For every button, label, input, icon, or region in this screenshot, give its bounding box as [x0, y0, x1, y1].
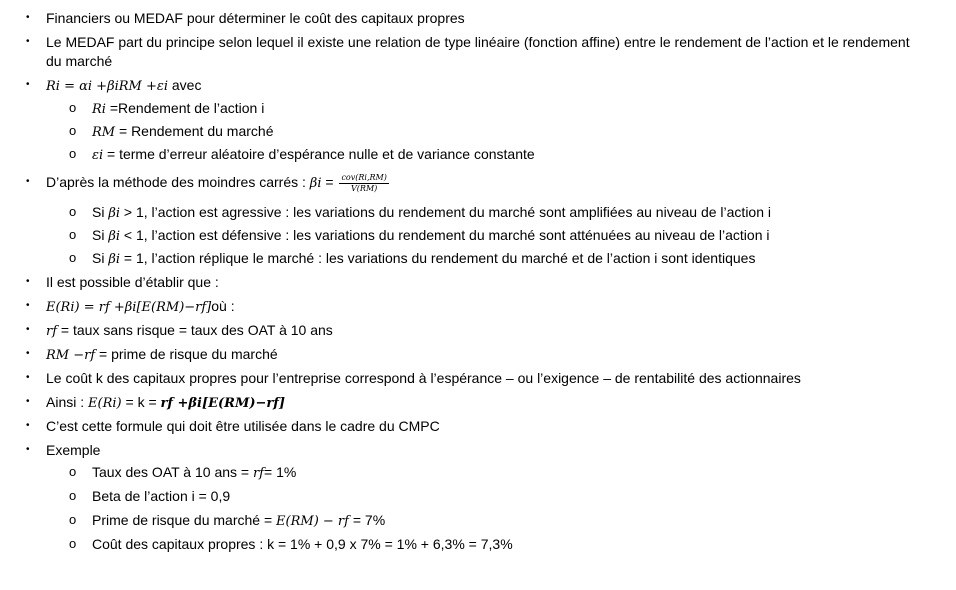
bullet: •	[26, 36, 30, 47]
list-item-text: εi = terme d’erreur aléatoire d’espérance nulle et de variance constante	[92, 146, 535, 163]
list-item-text: Taux des OAT à 10 ans = rf= 1%	[92, 464, 297, 481]
sub-bullet: o	[69, 536, 77, 551]
sub-bullet: o	[69, 123, 77, 138]
bullet: •	[26, 420, 30, 431]
list-item-text: Exemple	[46, 442, 101, 458]
math-formula: βi	[108, 252, 121, 267]
list-item-text: RM = Rendement du marché	[92, 123, 274, 140]
sub-bullet: o	[69, 464, 77, 479]
sub-bullet: o	[69, 512, 77, 527]
bullet: •	[26, 276, 30, 287]
bullet: •	[26, 79, 30, 90]
fraction-denominator: V(RM)	[351, 183, 378, 193]
fraction-numerator: cov(Ri,RM)	[341, 172, 387, 182]
bullet: •	[26, 348, 30, 359]
bullet: •	[26, 396, 30, 407]
list-item-text: rf = taux sans risque = taux des OAT à 10 ans	[46, 322, 333, 339]
fraction	[339, 173, 388, 194]
list-item-text: Si βi = 1, l’action réplique le marché : les variations du rendement du marché et de l’action i sont identiques	[92, 250, 756, 267]
bullet: •	[26, 300, 30, 311]
bullet: •	[26, 176, 30, 187]
bullet: •	[26, 372, 30, 383]
list-item-text: Ri =Rendement de l’action i	[92, 100, 265, 117]
math-formula: E(RM) − rf	[276, 514, 349, 529]
list-item-text: Le coût k des capitaux propres pour l’entreprise correspond à l’espérance – ou l’exigence – de rentabilité des actionnaires	[46, 370, 801, 386]
list-item-text: C’est cette formule qui doit être utilisée dans le cadre du CMPC	[46, 418, 440, 434]
bullet: •	[26, 324, 30, 335]
math-formula: E(Ri) = rf +βi[E(RM)−rf]	[46, 300, 212, 315]
math-formula: βi	[309, 176, 322, 191]
math-formula: E(Ri)	[88, 396, 122, 411]
list-item-text: Si βi < 1, l’action est défensive : les variations du rendement du marché sont atténuées au niveau de l’action i	[92, 227, 770, 244]
list-item-text: RM −rf = prime de risque du marché	[46, 346, 278, 363]
math-formula: rf	[46, 324, 58, 339]
list-item-text: D’après la méthode des moindres carrés : βi = $\frac{\text{cov(Ri,RM)}}{V(RM)}$	[46, 172, 387, 193]
list-item-text: E(Ri) = rf +βi[E(RM)−rf]où :	[46, 298, 235, 315]
sub-bullet: o	[69, 146, 77, 161]
list-item-text: Prime de risque du marché = E(RM) − rf = 7%	[92, 512, 386, 529]
list-item-text: Ainsi : E(Ri) = k = rf +βi[E(RM)−rf]	[46, 394, 286, 411]
list-item-text: Coût des capitaux propres : k = 1% + 0,9 x 7% = 1% + 6,3% = 7,3%	[92, 536, 513, 552]
math-formula: βi	[108, 206, 121, 221]
list-item-text: Ri = αi +βiRM +εi avec	[46, 77, 202, 94]
list-item-text: Il est possible d’établir que :	[46, 274, 219, 290]
math-formula: rf	[252, 466, 264, 481]
math-formula: Ri	[92, 102, 106, 117]
math-formula: Ri = αi +βiRM +εi	[46, 79, 168, 94]
math-formula: εi	[92, 148, 104, 163]
bullet: •	[26, 12, 30, 23]
list-item-text: Beta de l’action i = 0,9	[92, 488, 231, 504]
math-formula-bold: rf +βi[E(RM)−rf]	[160, 396, 286, 411]
math-formula: βi	[108, 229, 121, 244]
bullet: •	[26, 444, 30, 455]
sub-bullet: o	[69, 100, 77, 115]
math-formula: RM −rf	[46, 348, 96, 363]
list-item-text: Si βi > 1, l’action est agressive : les variations du rendement du marché sont amplifiées au niveau de l’action i	[92, 204, 771, 221]
sub-bullet: o	[69, 250, 77, 265]
list-item-text: Financiers ou MEDAF pour déterminer le coût des capitaux propres	[46, 10, 465, 26]
sub-bullet: o	[69, 488, 77, 503]
list-item-text: Le MEDAF part du principe selon lequel il existe une relation de type linéaire (fonction affine) entre le rendement de l’action et le rendement	[46, 34, 910, 50]
math-formula: RM	[92, 125, 116, 140]
sub-bullet: o	[69, 227, 77, 242]
list-item-text: du marché	[46, 53, 113, 69]
sub-bullet: o	[69, 204, 77, 219]
